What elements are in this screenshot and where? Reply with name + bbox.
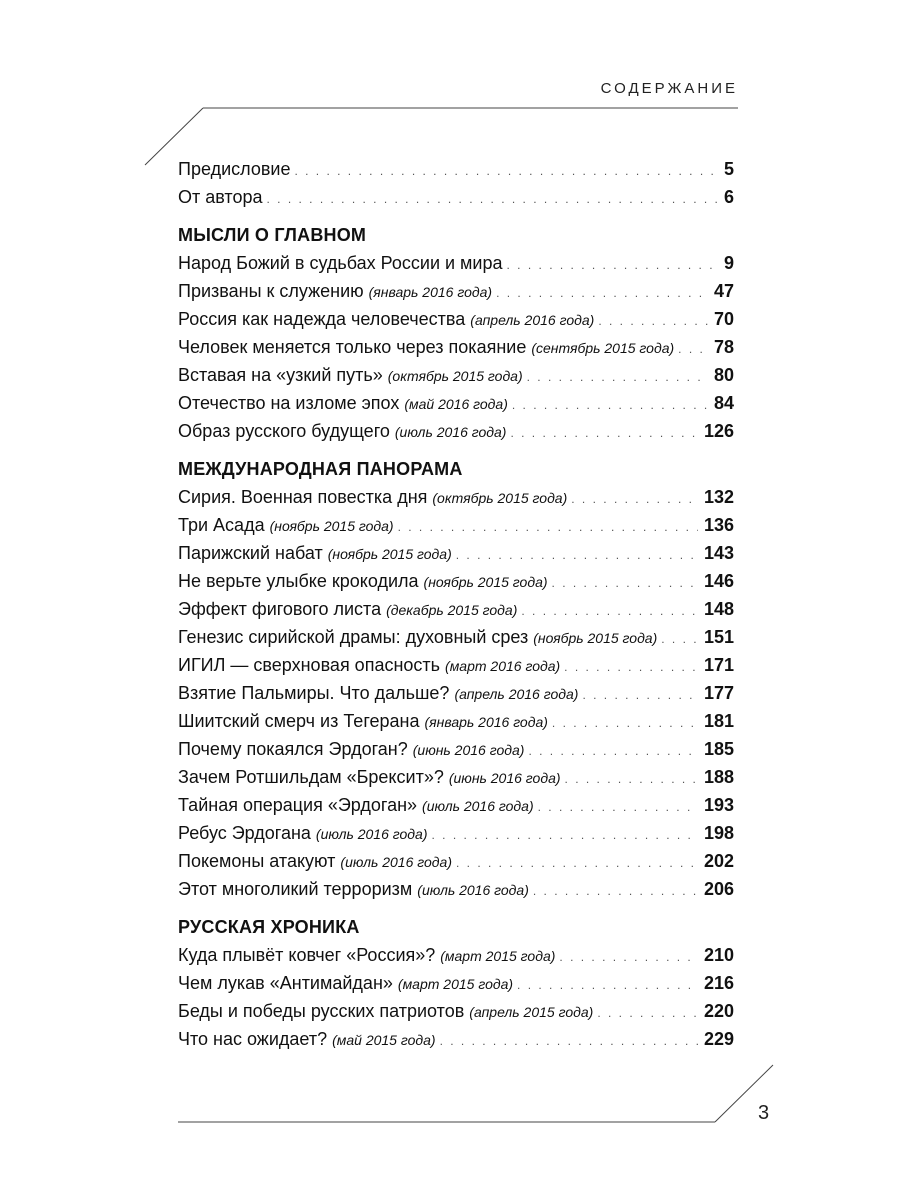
toc-entry-date: (январь 2016 года) xyxy=(424,714,548,730)
toc-entry-date: (май 2016 года) xyxy=(404,396,508,412)
toc-entry-page: 216 xyxy=(703,973,734,993)
dot-leader xyxy=(496,279,708,307)
running-header-title: СОДЕРЖАНИЕ xyxy=(600,80,738,97)
toc-entry-title: От автора xyxy=(178,187,263,207)
toc-entry-date: (июль 2016 года) xyxy=(417,882,529,898)
toc-entry[interactable] xyxy=(178,819,734,847)
dot-leader xyxy=(267,185,718,213)
toc-entry[interactable] xyxy=(178,875,734,903)
toc-entry[interactable] xyxy=(178,511,734,539)
toc-entry[interactable] xyxy=(178,941,734,969)
section-heading: МЫСЛИ О ГЛАВНОМ xyxy=(178,225,367,245)
toc-entry[interactable] xyxy=(178,595,734,623)
toc-entry[interactable] xyxy=(178,707,734,735)
toc-entry-date: (ноябрь 2015 года) xyxy=(423,574,548,590)
toc-entry[interactable] xyxy=(178,389,734,417)
dot-leader xyxy=(521,597,698,625)
toc-entry[interactable] xyxy=(178,155,734,183)
toc-entry-title: Шиитский смерч из Тегерана xyxy=(178,711,420,731)
toc-entry-title: Россия как надежда человечества xyxy=(178,309,466,329)
toc-entry-date: (май 2015 года) xyxy=(332,1032,436,1048)
toc-entry-page: 151 xyxy=(703,627,734,647)
toc-entry-page: 202 xyxy=(703,851,734,871)
toc-entry-page: 132 xyxy=(703,487,734,507)
dot-leader xyxy=(398,513,698,541)
table-of-contents xyxy=(178,155,734,1053)
toc-entry-title: Генезис сирийской драмы: духовный срез xyxy=(178,627,529,647)
toc-entry-page: 146 xyxy=(703,571,734,591)
toc-entry-date: (октябрь 2015 года) xyxy=(432,490,568,506)
toc-entry-page: 78 xyxy=(713,337,734,357)
toc-entry-date: (июнь 2016 года) xyxy=(448,770,561,786)
dot-leader xyxy=(598,307,708,335)
toc-entry[interactable] xyxy=(178,997,734,1025)
dot-leader xyxy=(559,943,698,971)
toc-entry-title: Взятие Пальмиры. Что дальше? xyxy=(178,683,450,703)
toc-entry-page: 206 xyxy=(703,879,734,899)
toc-entry[interactable] xyxy=(178,417,734,445)
dot-leader xyxy=(552,709,698,737)
toc-entry-page: 5 xyxy=(723,159,734,179)
toc-entry[interactable] xyxy=(178,539,734,567)
dot-leader xyxy=(564,653,698,681)
dot-leader xyxy=(510,419,697,447)
toc-entry-title: Тайная операция «Эрдоган» xyxy=(178,795,418,815)
section-heading: МЕЖДУНАРОДНАЯ ПАНОРАМА xyxy=(178,459,463,479)
dot-leader xyxy=(678,335,708,363)
toc-entry-page: 70 xyxy=(713,309,734,329)
toc-entry-page: 80 xyxy=(713,365,734,385)
dot-leader xyxy=(552,569,698,597)
toc-entry-title: Человек меняется только через покаяние xyxy=(178,337,527,357)
toc-entry[interactable] xyxy=(178,361,734,389)
toc-entry[interactable] xyxy=(178,679,734,707)
toc-entry-title: Три Асада xyxy=(178,515,265,535)
toc-entry-date: (июль 2016 года) xyxy=(394,424,507,440)
toc-entry-date: (сентябрь 2015 года) xyxy=(531,340,675,356)
toc-entry-date: (апрель 2016 года) xyxy=(470,312,595,328)
toc-entry-title: Не верьте улыбке крокодила xyxy=(178,571,419,591)
toc-entry-page: 188 xyxy=(703,767,734,787)
toc-entry[interactable] xyxy=(178,277,734,305)
dot-leader xyxy=(528,737,698,765)
toc-entry-page: 136 xyxy=(703,515,734,535)
toc-entry-date: (март 2015 года) xyxy=(397,976,514,992)
toc-entry-title: Этот многоликий терроризм xyxy=(178,879,413,899)
toc-entry[interactable] xyxy=(178,735,734,763)
dot-leader xyxy=(661,625,698,653)
toc-entry-date: (ноябрь 2015 года) xyxy=(269,518,394,534)
toc-entry-title: Что нас ожидает? xyxy=(178,1029,328,1049)
toc-entry-page: 193 xyxy=(703,795,734,815)
dot-leader xyxy=(571,485,698,513)
toc-entry-title: Чем лукав «Антимайдан» xyxy=(178,973,393,993)
toc-entry-page: 143 xyxy=(703,543,734,563)
toc-entry[interactable] xyxy=(178,483,734,511)
dot-leader xyxy=(432,821,698,849)
toc-entry-page: 171 xyxy=(703,655,734,675)
toc-entry-page: 220 xyxy=(703,1001,734,1021)
toc-entry[interactable] xyxy=(178,969,734,997)
toc-entry-page: 210 xyxy=(703,945,734,965)
dot-leader xyxy=(538,793,698,821)
toc-entry-page: 229 xyxy=(703,1029,734,1049)
toc-entry-date: (июль 2016 года) xyxy=(340,854,452,870)
toc-entry-page: 177 xyxy=(703,683,734,703)
dot-leader xyxy=(294,157,718,185)
toc-entry-date: (январь 2016 года) xyxy=(368,284,493,300)
toc-entry[interactable] xyxy=(178,249,734,277)
toc-entry-date: (декабрь 2015 года) xyxy=(386,602,518,618)
toc-entry-date: (апрель 2015 года) xyxy=(469,1004,594,1020)
toc-entry-title: Беды и победы русских патриотов xyxy=(178,1001,465,1021)
toc-entry-page: 198 xyxy=(703,823,734,843)
toc-entry[interactable] xyxy=(178,305,734,333)
toc-entry-date: (апрель 2016 года) xyxy=(454,686,579,702)
toc-entry-date: (ноябрь 2015 года) xyxy=(327,546,452,562)
toc-entry[interactable] xyxy=(178,1025,734,1053)
dot-leader xyxy=(517,971,698,999)
toc-entry[interactable] xyxy=(178,567,734,595)
dot-leader xyxy=(456,849,698,877)
dot-leader xyxy=(512,391,708,419)
dot-leader xyxy=(456,541,698,569)
toc-entry[interactable] xyxy=(178,651,734,679)
toc-entry-date: (март 2015 года) xyxy=(440,948,556,964)
toc-entry-page: 84 xyxy=(713,393,734,413)
toc-entry-title: Предисловие xyxy=(178,159,291,179)
toc-entry-title: Призваны к служению xyxy=(178,281,364,301)
toc-entry-title: Парижский набат xyxy=(178,543,323,563)
toc-entry-title: Ребус Эрдогана xyxy=(178,823,311,843)
toc-entry-date: (март 2016 года) xyxy=(445,658,561,674)
toc-entry-date: (июнь 2016 года) xyxy=(412,742,525,758)
section-heading: РУССКАЯ ХРОНИКА xyxy=(178,917,360,937)
toc-entry-title: Сирия. Военная повестка дня xyxy=(178,487,428,507)
dot-leader xyxy=(507,251,718,279)
toc-entry[interactable] xyxy=(178,183,734,211)
toc-entry-date: (октябрь 2015 года) xyxy=(387,368,523,384)
toc-entry-date: (июль 2016 года) xyxy=(315,826,428,842)
toc-entry-date: (ноябрь 2015 года) xyxy=(533,630,658,646)
toc-entry-title: Эффект фигового листа xyxy=(178,599,382,619)
toc-entry-title: Народ Божий в судьбах России и мира xyxy=(178,253,503,273)
toc-entry-title: Отечество на изломе эпох xyxy=(178,393,400,413)
toc-entry-date: (июль 2016 года) xyxy=(422,798,534,814)
toc-entry-page: 185 xyxy=(703,739,734,759)
dot-leader xyxy=(582,681,698,709)
page-number: 3 xyxy=(758,1102,770,1124)
toc-entry[interactable] xyxy=(178,791,734,819)
toc-entry[interactable] xyxy=(178,333,734,361)
toc-entry-title: Куда плывёт ковчег «Россия»? xyxy=(178,945,436,965)
dot-leader xyxy=(597,999,698,1027)
toc-entry-page: 47 xyxy=(713,281,734,301)
toc-entry[interactable] xyxy=(178,847,734,875)
toc-entry-page: 126 xyxy=(703,421,734,441)
dot-leader xyxy=(533,877,698,905)
toc-entry-page: 9 xyxy=(723,253,734,273)
toc-entry-page: 6 xyxy=(723,187,734,207)
dot-leader xyxy=(565,765,698,793)
toc-entry[interactable] xyxy=(178,623,734,651)
dot-leader xyxy=(440,1027,698,1055)
toc-entry[interactable] xyxy=(178,763,734,791)
toc-entry-title: Вставая на «узкий путь» xyxy=(178,365,383,385)
toc-entry-title: Покемоны атакуют xyxy=(178,851,336,871)
toc-entry-page: 148 xyxy=(703,599,734,619)
toc-entry-page: 181 xyxy=(703,711,734,731)
toc-entry-title: Почему покаялся Эрдоган? xyxy=(178,739,408,759)
toc-entry-title: Образ русского будущего xyxy=(178,421,390,441)
toc-entry-title: Зачем Ротшильдам «Брексит»? xyxy=(178,767,444,787)
toc-entry-title: ИГИЛ — сверхновая опасность xyxy=(178,655,441,675)
dot-leader xyxy=(527,363,708,391)
